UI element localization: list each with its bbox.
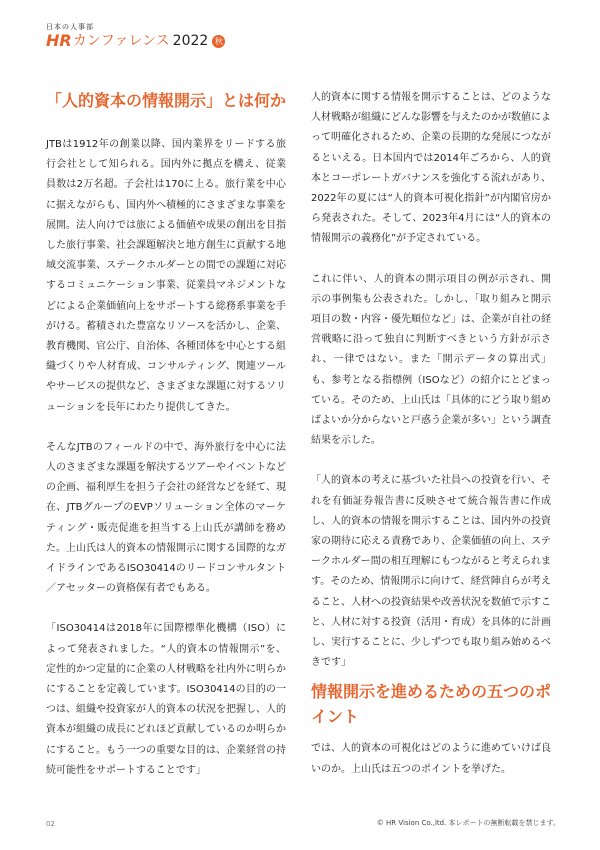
body-paragraph: そんなJTBのフィールドの中で、海外旅行を中心に法人のさまざまな課題を解決するツアーやイベントなどの企画、福利厚生を担う子会社の経営などを経て、現在、JTBグループのEVPソリューション全体のマーケティング・販売促進を担当する上山氏が講師を務めた。上山氏は人的資本の情報開示に関する国際的なガイドラインであるISO30414のリードコンサルタント／アセッターの資格保有者でもある。 <box>46 441 286 595</box>
page-number: 02 <box>46 820 55 828</box>
section-heading-five-points: 情報開示を進めるための五つのポイント <box>311 682 552 727</box>
body-paragraph: JTBは1912年の創業以降、国内業界をリードする旅行会社として知られる。国内外に拠点を構え、従業員数は2万名超。子会社は170に上る。旅行業を中心に据えながらも、国内外へ積極的にさまざまな事業を展開。法人向けでは旅による価値や成果の創出を目指した旅行事業、社会課題解決と地方創生に貢献する地域交流事業、ステークホルダーとの間での課題に対応するコミュニケーション事業、従業員マネジメントなどによる企業価値向上をサポートする総務系事業を手がける。蓄積された豊富なリソースを活かし、企業、教育機関、官公庁、自治体、各種団体を中心とする組織づくりや人材育成、コンサルティング、関連ツールやサービスの提供など、さまざまな課題に対するソリューションを長年にわたり提供してきた。 <box>46 139 286 413</box>
logo-conference: カンファレンス <box>72 33 170 49</box>
right-column <box>311 88 551 780</box>
copyright-notice: © HR Vision Co.,ltd. 本レポートの無断転載を禁じます。 <box>376 819 560 827</box>
body-paragraph: これに伴い、人的資本の開示項目の例が示され、開示の事例集も公表された。しかし、「取り組みと開示項目の数・内容・優先順位など」は、企業が自社の経営戦略に沿って独自に判断すべきという方針が示され、一律ではない。また「開示データの算出式」も、参考となる指標例（ISOなど）の紹介にとどまっている。そのため、上山氏は「具体的にどう取り組めばよいか分からないと戸惑う企業が多い」という調査結果を示した。 <box>311 273 551 447</box>
section-heading-what-is-disclosure: 「人的資本の情報開示」とは何か <box>46 91 287 110</box>
body-paragraph: では、人的資本の可視化はどのように進めていけば良いのか。上山氏は五つのポイントを挙げた。 <box>311 743 551 775</box>
logo-main <box>46 33 225 49</box>
hr-conference-logo <box>46 24 225 49</box>
logo-subtitle: 日本の人事部 <box>46 23 94 31</box>
quote-paragraph: 「ISO30414は2018年に国際標準化機構（ISO）によって発表されました。“人的資本の情報開示”を、定性的かつ定量的に企業の人材戦略を社内外に明らかにすることを定義しています。ISO30414の目的の一つは、組織や投資家が人的資本の状況を把握し、人的資本が組織の成長にどれほど貢献しているのか明らかにすること。もう一つの重要な目的は、企業経営の持続可能性をサポートすることです」 <box>46 623 286 776</box>
quote-paragraph: 「人的資本の考えに基づいた社員への投資を行い、それを有価証券報告書に反映させて統合報告書に作成し、人的資本の情報を開示することは、国内外の投資家の期待に応える責務であり、企業価値の向上、ステークホルダー間の相互理解にもつながると考えられます。そのため、情報開示に向けて、経営陣自らが考えること、人材への投資結果や改善状況を数値で示すこと、人材に対する投資（活用・育成）を具体的に計画し、実行することに、少しずつでも取り組み始めるべきです」 <box>311 475 551 669</box>
body-paragraph: 人的資本に関する情報を開示することは、どのような人材戦略が組織にどんな影響を与えたのかが数値によって明確化されるため、企業の長期的な発展につながるといえる。日本国内では2014年ごろから、人的資本とコーポレートガバナンスを強化する流れがあり、2022年の夏には“人的資本可視化指針”が内閣官房から発表された。そして、2023年4月には“人的資本の情報開示の義務化”が予定されている。 <box>311 92 551 245</box>
left-column <box>46 88 286 781</box>
logo-hr: HR <box>46 31 72 50</box>
logo-season-badge: 秋 <box>212 35 225 48</box>
logo-year: 2022 <box>172 33 209 49</box>
